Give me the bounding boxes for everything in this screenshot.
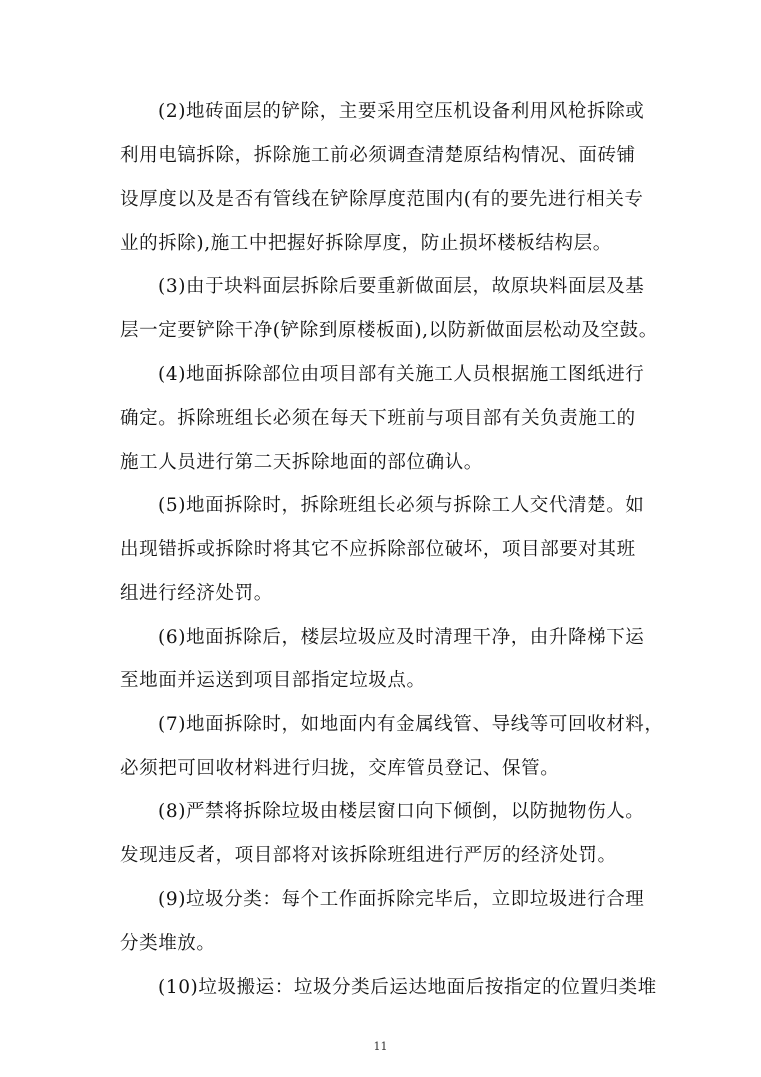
paragraph-line: (2)地砖面层的铲除，主要采用空压机设备利用风枪拆除或 xyxy=(158,101,645,122)
paragraph-line: 必须把可回收材料进行归拢，交库管员登记、保管。 xyxy=(120,758,560,779)
paragraph-line: 发现违反者，项目部将对该拆除班组进行严厉的经济处罚。 xyxy=(120,845,617,866)
paragraph-line: (7)地面拆除时，如地面内有金属线管、导线等可回收材料， xyxy=(158,714,664,735)
paragraph-line: 施工人员进行第二天拆除地面的部位确认。 xyxy=(120,452,483,473)
paragraph-line: (8)严禁将拆除垃圾由楼层窗口向下倾倒，以防抛物伤人。 xyxy=(158,801,645,822)
paragraph-line: 出现错拆或拆除时将其它不应拆除部位破坏，项目部要对其班 xyxy=(120,539,636,560)
paragraph-line: (6)地面拆除后，楼层垃圾应及时清理干净，由升降梯下运 xyxy=(158,627,645,648)
paragraph-line: (3)由于块料面层拆除后要重新做面层，故原块料面层及基 xyxy=(158,276,645,297)
paragraph-line: 分类堆放。 xyxy=(120,933,216,954)
paragraph-line: 层一定要铲除干净(铲除到原楼板面),以防新做面层松动及空鼓。 xyxy=(120,320,658,341)
page-number: 11 xyxy=(373,1040,388,1053)
paragraph-line: 至地面并运送到项目部指定垃圾点。 xyxy=(120,670,426,691)
paragraph-line: (10)垃圾搬运：垃圾分类后运达地面后按指定的位置归类堆 xyxy=(158,977,657,998)
paragraph-line: (4)地面拆除部位由项目部有关施工人员根据施工图纸进行 xyxy=(158,364,645,385)
paragraph-line: 确定。拆除班组长必须在每天下班前与项目部有关负责施工的 xyxy=(120,408,636,429)
paragraph-line: 组进行经济处罚。 xyxy=(120,583,273,604)
paragraph-line: (5)地面拆除时，拆除班组长必须与拆除工人交代清楚。如 xyxy=(158,495,645,516)
paragraph-line: 设厚度以及是否有管线在铲除厚度范围内(有的要先进行相关专 xyxy=(120,189,644,210)
paragraph-line: 业的拆除),施工中把握好拆除厚度，防止损坏楼板结构层。 xyxy=(120,233,612,254)
paragraph-line: (9)垃圾分类：每个工作面拆除完毕后，立即垃圾进行合理 xyxy=(158,889,645,910)
paragraph-line: 利用电镐拆除，拆除施工前必须调查清楚原结构情况、面砖铺 xyxy=(120,145,636,166)
